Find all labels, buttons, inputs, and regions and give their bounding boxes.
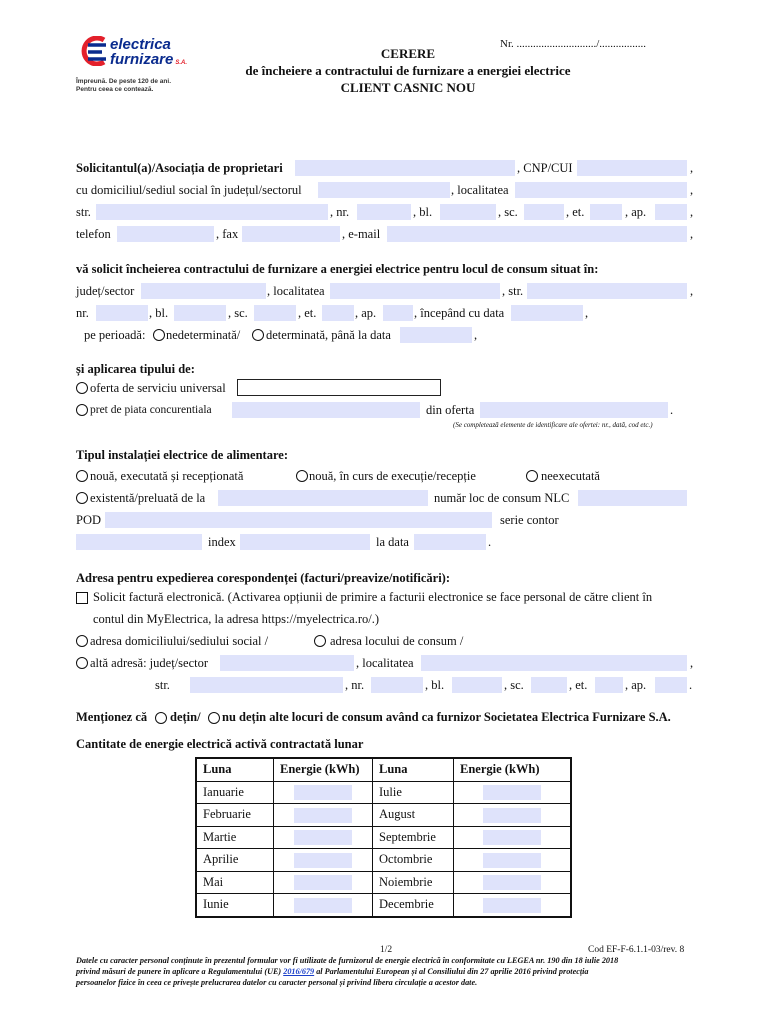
other-bl-field[interactable] <box>452 677 502 693</box>
applicant-bl-field[interactable] <box>440 204 496 220</box>
fax-field[interactable] <box>242 226 340 242</box>
energy-august-field[interactable] <box>483 808 541 823</box>
meter-series-field[interactable] <box>76 534 202 550</box>
einvoice-checkbox[interactable] <box>76 592 88 604</box>
logo-tagline-1: Împreună. De peste 120 de ani. <box>76 78 172 85</box>
period-indefinite-radio[interactable] <box>153 329 165 341</box>
document-code: Cod EF-F-6.1.1-03/rev. 8 <box>588 945 685 955</box>
consumption-bl-field[interactable] <box>174 305 226 321</box>
offer-note: (Se completează elemente de identificare ale ofertei: nr., dată, cod etc.) <box>453 421 653 429</box>
install-new-done-radio[interactable] <box>76 470 88 482</box>
privacy-note-line1: Datele cu caracter personal conținute în prezentul formular vor fi utilizate de furnizorul de energie electrică în conformitate cu LEGEA nr. 190 din 18 iulie 2018 <box>76 956 619 965</box>
document-client-type: CLIENT CASNIC NOU <box>340 80 476 95</box>
table-row: Februarie August <box>196 804 571 827</box>
energy-octombrie-field[interactable] <box>483 853 541 868</box>
company-logo <box>76 34 206 98</box>
other-locality-field[interactable] <box>421 655 687 671</box>
other-sc-field[interactable] <box>531 677 567 693</box>
address-domicile-radio[interactable] <box>76 635 88 647</box>
offer-identification-field[interactable] <box>480 402 668 418</box>
offer-heading: și aplicarea tipului de: <box>76 362 195 376</box>
domicile-label: cu domiciliul/sediul social în județul/sectorul <box>76 183 302 197</box>
applicant-street-label: str. <box>76 205 91 219</box>
universal-offer-radio[interactable] <box>76 382 88 394</box>
previous-owner-field[interactable] <box>218 490 428 506</box>
cnp-label: , CNP/CUI <box>517 161 573 175</box>
table-row: Mai Noiembrie <box>196 871 571 894</box>
energy-mai-field[interactable] <box>294 875 352 890</box>
table-row: Martie Septembrie <box>196 826 571 849</box>
energy-iulie-field[interactable] <box>483 785 541 800</box>
phone-field[interactable] <box>117 226 214 242</box>
applicant-nr-field[interactable] <box>357 204 411 220</box>
fax-label: , fax <box>216 227 239 241</box>
consumption-street-field[interactable] <box>527 283 687 299</box>
regulation-link[interactable]: 2016/679 <box>283 967 315 976</box>
table-row: Aprilie Octombrie <box>196 849 571 872</box>
email-field[interactable] <box>387 226 687 242</box>
email-label: , e-mail <box>342 227 381 241</box>
start-date-field[interactable] <box>511 305 583 321</box>
energy-table: Luna Energie (kWh) Luna Energie (kWh) Ianuarie Iulie Februarie August Martie Septembrie Aprilie Octombrie Mai Noiembrie Iunie Decembrie <box>195 757 572 918</box>
energy-iunie-field[interactable] <box>294 898 352 913</box>
energy-ianuarie-field[interactable] <box>294 785 352 800</box>
meter-index-field[interactable] <box>240 534 370 550</box>
applicant-locality-field[interactable] <box>515 182 687 198</box>
applicant-street-field[interactable] <box>96 204 328 220</box>
energy-decembrie-field[interactable] <box>483 898 541 913</box>
document-title: CERERE <box>380 46 436 61</box>
applicant-sc-field[interactable] <box>524 204 564 220</box>
applicant-ap-field[interactable] <box>655 204 687 220</box>
privacy-note-line3: persoanelor fizice în ceea ce privește prelucrarea datelor cu caracter personal și privind libera circulație a acestor date. <box>76 978 478 987</box>
period-end-date-field[interactable] <box>400 327 472 343</box>
consumption-nr-field[interactable] <box>96 305 148 321</box>
declaration-prefix: Menționez că <box>76 710 148 724</box>
correspondence-heading: Adresa pentru expedierea corespondenței (facturi/preavize/notificări): <box>76 571 451 585</box>
cnp-field[interactable] <box>577 160 687 176</box>
consumption-heading: vă solicit încheierea contractului de furnizare a energiei electrice pentru locul de consum situat în: <box>76 262 599 276</box>
universal-offer-field[interactable] <box>237 379 441 396</box>
logo-line2: furnizare <box>110 51 174 68</box>
domicile-county-field[interactable] <box>318 182 450 198</box>
consumption-county-field[interactable] <box>141 283 266 299</box>
applicant-et-field[interactable] <box>590 204 622 220</box>
consumption-ap-field[interactable] <box>383 305 413 321</box>
energy-februarie-field[interactable] <box>294 808 352 823</box>
energy-septembrie-field[interactable] <box>483 830 541 845</box>
consumption-locality-field[interactable] <box>330 283 500 299</box>
table-row: Iunie Decembrie <box>196 894 571 917</box>
applicant-locality-label: , localitatea <box>451 183 509 197</box>
phone-label: telefon <box>76 227 111 241</box>
privacy-note-line2b: al Parlamentului European și al Consiliului din 27 aprilie 2016 privind protecția <box>316 967 589 976</box>
other-county-field[interactable] <box>220 655 354 671</box>
meter-date-field[interactable] <box>414 534 486 550</box>
page-number: 1/2 <box>380 945 393 955</box>
applicant-label: Solicitantul(a)/Asociația de proprietari <box>76 161 283 175</box>
install-not-done-radio[interactable] <box>526 470 538 482</box>
energy-aprilie-field[interactable] <box>294 853 352 868</box>
table-row: Ianuarie Iulie <box>196 781 571 804</box>
applicant-name-field[interactable] <box>295 160 515 176</box>
energy-noiembrie-field[interactable] <box>483 875 541 890</box>
installation-heading: Tipul instalației electrice de alimentare: <box>76 448 288 462</box>
consumption-sc-field[interactable] <box>254 305 296 321</box>
address-consumption-radio[interactable] <box>314 635 326 647</box>
privacy-note-line2a: privind măsuri de punere în aplicare a Regulamentului (UE) <box>76 967 282 976</box>
address-other-radio[interactable] <box>76 657 88 669</box>
logo-mark-icon <box>76 36 108 66</box>
install-existing-radio[interactable] <box>76 492 88 504</box>
install-new-progress-radio[interactable] <box>296 470 308 482</box>
document-subtitle: de încheiere a contractului de furnizare a energiei electrice <box>245 63 571 78</box>
other-street-field[interactable] <box>190 677 343 693</box>
energy-martie-field[interactable] <box>294 830 352 845</box>
other-nr-field[interactable] <box>371 677 423 693</box>
other-et-field[interactable] <box>595 677 623 693</box>
have-other-places-radio[interactable] <box>155 712 167 724</box>
document-number: Nr. ............................./................. <box>500 38 647 50</box>
no-other-places-radio[interactable] <box>208 712 220 724</box>
other-ap-field[interactable] <box>655 677 687 693</box>
logo-line1: electrica <box>110 36 171 53</box>
nlc-field[interactable] <box>578 490 687 506</box>
pod-field[interactable] <box>105 512 492 528</box>
competitive-offer-radio[interactable] <box>76 404 88 416</box>
competitive-offer-field[interactable] <box>232 402 420 418</box>
logo-tagline-2: Pentru ceea ce contează. <box>76 86 154 93</box>
energy-table-heading: Cantitate de energie electrică activă contractată lunar <box>76 737 364 751</box>
period-definite-radio[interactable] <box>252 329 264 341</box>
logo-suffix: S.A. <box>175 60 188 66</box>
consumption-et-field[interactable] <box>322 305 354 321</box>
